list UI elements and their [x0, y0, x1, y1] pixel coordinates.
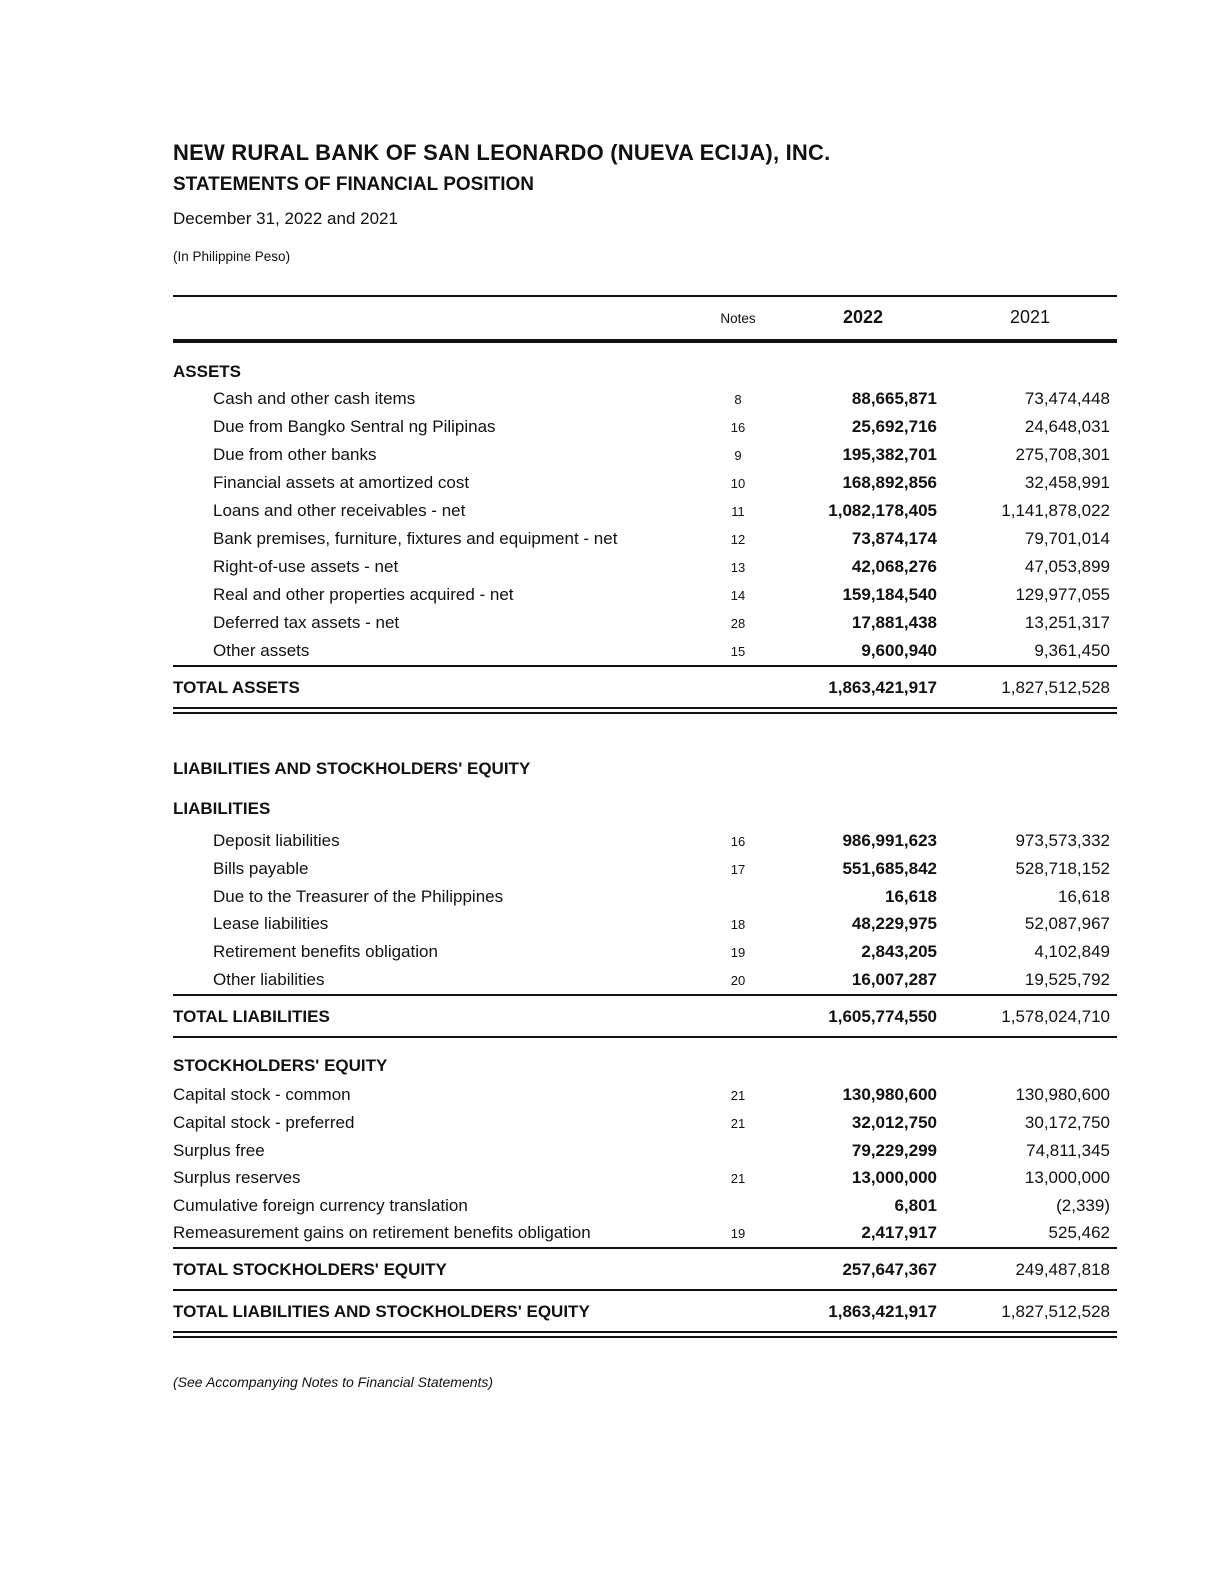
row-value-2021: 9,361,450	[1034, 641, 1110, 660]
grand-total-bottom-rule	[173, 1331, 1117, 1338]
row-value-2022: 16,007,287	[851, 970, 937, 989]
row-label: Other liabilities	[213, 970, 325, 989]
row-value-2022: 986,991,623	[842, 831, 937, 850]
row-label: Capital stock - preferred	[173, 1113, 355, 1132]
row-value-2021: 528,718,152	[1015, 859, 1110, 878]
row-note: 15	[730, 644, 746, 659]
total-value-2022: 1,605,774,550	[828, 1007, 937, 1026]
row-note: 17	[730, 862, 746, 877]
total-label: TOTAL STOCKHOLDERS' EQUITY	[173, 1260, 447, 1279]
table-row	[173, 966, 1117, 994]
grand-total-row	[173, 1291, 1117, 1331]
row-label: Retirement benefits obligation	[213, 942, 438, 961]
table-row	[173, 441, 1117, 469]
row-value-2022: 42,068,276	[851, 557, 937, 576]
total-value-2021: 1,578,024,710	[1001, 1007, 1110, 1026]
row-label: Due from other banks	[213, 445, 377, 464]
row-label: Lease liabilities	[213, 914, 329, 933]
row-value-2021: 79,701,014	[1024, 529, 1110, 548]
column-header-notes: Notes	[720, 311, 756, 326]
row-note: 21	[730, 1171, 746, 1186]
column-header-2022: 2022	[842, 307, 884, 327]
section-heading-liabilities-equity: LIABILITIES AND STOCKHOLDERS' EQUITY	[173, 759, 531, 778]
row-note: 14	[730, 588, 746, 603]
assets-total-bottom-rule	[173, 707, 1117, 714]
table-row	[173, 1164, 1117, 1192]
table-row	[173, 497, 1117, 525]
row-value-2022: 195,382,701	[842, 445, 937, 464]
row-note: 21	[730, 1088, 746, 1103]
row-value-2021: 30,172,750	[1024, 1113, 1110, 1132]
row-value-2022: 130,980,600	[842, 1085, 937, 1104]
row-label: Remeasurement gains on retirement benefits obligation	[173, 1223, 591, 1242]
row-value-2022: 13,000,000	[851, 1168, 937, 1187]
row-value-2022: 159,184,540	[842, 585, 937, 604]
row-label: Loans and other receivables - net	[213, 501, 466, 520]
row-value-2021: 19,525,792	[1024, 970, 1110, 989]
row-value-2022: 551,685,842	[842, 859, 937, 878]
row-label: Surplus free	[173, 1141, 265, 1160]
section-heading-assets: ASSETS	[173, 362, 242, 381]
table-row	[173, 1137, 1117, 1164]
table-row	[173, 883, 1117, 910]
row-value-2021: 24,648,031	[1024, 417, 1110, 436]
row-note: 8	[734, 392, 742, 407]
section-gap	[173, 714, 1117, 755]
row-value-2021: 13,000,000	[1024, 1168, 1110, 1187]
total-value-2022: 257,647,367	[842, 1260, 937, 1279]
table-row	[173, 1109, 1117, 1137]
footer-note: (See Accompanying Notes to Financial Statements)	[173, 1374, 494, 1390]
row-note: 21	[730, 1116, 746, 1131]
row-value-2021: 973,573,332	[1015, 831, 1110, 850]
row-value-2021: 13,251,317	[1024, 613, 1110, 632]
row-value-2021: 47,053,899	[1024, 557, 1110, 576]
total-label: TOTAL ASSETS	[173, 678, 300, 697]
row-value-2022: 9,600,940	[861, 641, 937, 660]
row-value-2022: 88,665,871	[851, 389, 937, 408]
row-note: 28	[730, 616, 746, 631]
row-value-2021: 525,462	[1048, 1223, 1110, 1242]
row-note: 20	[730, 973, 746, 988]
total-value-2021: 1,827,512,528	[1001, 1302, 1110, 1321]
row-value-2021: 52,087,967	[1024, 914, 1110, 933]
row-value-2022: 168,892,856	[842, 473, 937, 492]
table-row	[173, 553, 1117, 581]
total-label: TOTAL LIABILITIES	[173, 1007, 330, 1026]
table-row	[173, 1081, 1117, 1109]
section-gap	[173, 782, 1117, 795]
row-value-2021: 32,458,991	[1024, 473, 1110, 492]
row-value-2022: 25,692,716	[851, 417, 937, 436]
table-row	[173, 385, 1117, 413]
row-label: Deferred tax assets - net	[213, 613, 400, 632]
row-label: Cumulative foreign currency translation	[173, 1196, 468, 1215]
row-value-2021: 4,102,849	[1034, 942, 1110, 961]
row-value-2021: 130,980,600	[1015, 1085, 1110, 1104]
total-assets-row	[173, 667, 1117, 707]
total-value-2022: 1,863,421,917	[828, 678, 937, 697]
total-value-2022: 1,863,421,917	[828, 1302, 937, 1321]
table-row	[173, 938, 1117, 966]
row-note: 10	[730, 476, 746, 491]
statement-date: December 31, 2022 and 2021	[173, 209, 398, 228]
row-label: Due from Bangko Sentral ng Pilipinas	[213, 417, 496, 436]
row-value-2022: 2,843,205	[861, 942, 937, 961]
total-liabilities-row	[173, 996, 1117, 1036]
row-value-2022: 32,012,750	[851, 1113, 937, 1132]
total-equity-row	[173, 1249, 1117, 1289]
row-label: Other assets	[213, 641, 310, 660]
row-label: Bank premises, furniture, fixtures and equipment - net	[213, 529, 618, 548]
row-value-2021: 275,708,301	[1015, 445, 1110, 464]
row-note: 12	[730, 532, 746, 547]
row-note: 13	[730, 560, 746, 575]
row-value-2021: 74,811,345	[1026, 1141, 1110, 1160]
row-note: 18	[730, 917, 746, 932]
table-row	[173, 525, 1117, 553]
row-label: Financial assets at amortized cost	[213, 473, 470, 492]
table-row	[173, 469, 1117, 497]
row-note: 16	[730, 420, 746, 435]
total-label: TOTAL LIABILITIES AND STOCKHOLDERS' EQUITY	[173, 1302, 590, 1321]
row-value-2022: 73,874,174	[851, 529, 937, 548]
table-row	[173, 581, 1117, 609]
row-value-2022: 2,417,917	[861, 1223, 937, 1242]
section-heading-stockholders-equity: STOCKHOLDERS' EQUITY	[173, 1056, 388, 1075]
row-value-2021: 73,474,448	[1024, 389, 1110, 408]
row-note: 9	[734, 448, 742, 463]
column-header-row	[173, 297, 1117, 339]
row-label: Real and other properties acquired - net	[213, 585, 514, 604]
currency-note: (In Philippine Peso)	[173, 249, 291, 264]
row-note: 19	[730, 1226, 746, 1241]
row-value-2022: 79,229,299	[851, 1141, 937, 1160]
table-row	[173, 1219, 1117, 1247]
row-value-2022: 16,618	[885, 887, 937, 906]
row-label: Cash and other cash items	[213, 389, 416, 408]
table-row	[173, 413, 1117, 441]
row-value-2021: 129,977,055	[1015, 585, 1110, 604]
table-row	[173, 827, 1117, 855]
table-row	[173, 1192, 1117, 1219]
row-value-2022: 6,801	[894, 1196, 937, 1215]
row-value-2022: 48,229,975	[851, 914, 937, 933]
row-value-2022: 17,881,438	[851, 613, 937, 632]
row-value-2021: 1,141,878,022	[1001, 501, 1110, 520]
section-heading-liabilities: LIABILITIES	[173, 799, 271, 818]
row-value-2022: 1,082,178,405	[828, 501, 937, 520]
total-value-2021: 1,827,512,528	[1001, 678, 1110, 697]
row-label: Surplus reserves	[173, 1168, 301, 1187]
row-label: Capital stock - common	[173, 1085, 351, 1104]
table-row	[173, 609, 1117, 637]
row-note: 19	[730, 945, 746, 960]
row-label: Right-of-use assets - net	[213, 557, 399, 576]
row-value-2021: (2,339)	[1056, 1196, 1110, 1215]
table-row	[173, 637, 1117, 665]
financial-statement-page	[173, 140, 1117, 1390]
row-label: Due to the Treasurer of the Philippines	[213, 887, 504, 906]
row-value-2021: 16,618	[1058, 887, 1110, 906]
table-row	[173, 855, 1117, 883]
row-label: Deposit liabilities	[213, 831, 340, 850]
table-row	[173, 910, 1117, 938]
page-title: NEW RURAL BANK OF SAN LEONARDO (NUEVA ECIJA), INC.	[173, 140, 831, 165]
statement-subtitle: STATEMENTS OF FINANCIAL POSITION	[173, 174, 534, 195]
row-note: 11	[731, 504, 745, 519]
row-note: 16	[730, 834, 746, 849]
row-label: Bills payable	[213, 859, 309, 878]
total-value-2021: 249,487,818	[1015, 1260, 1110, 1279]
column-header-2021: 2021	[1009, 307, 1051, 327]
